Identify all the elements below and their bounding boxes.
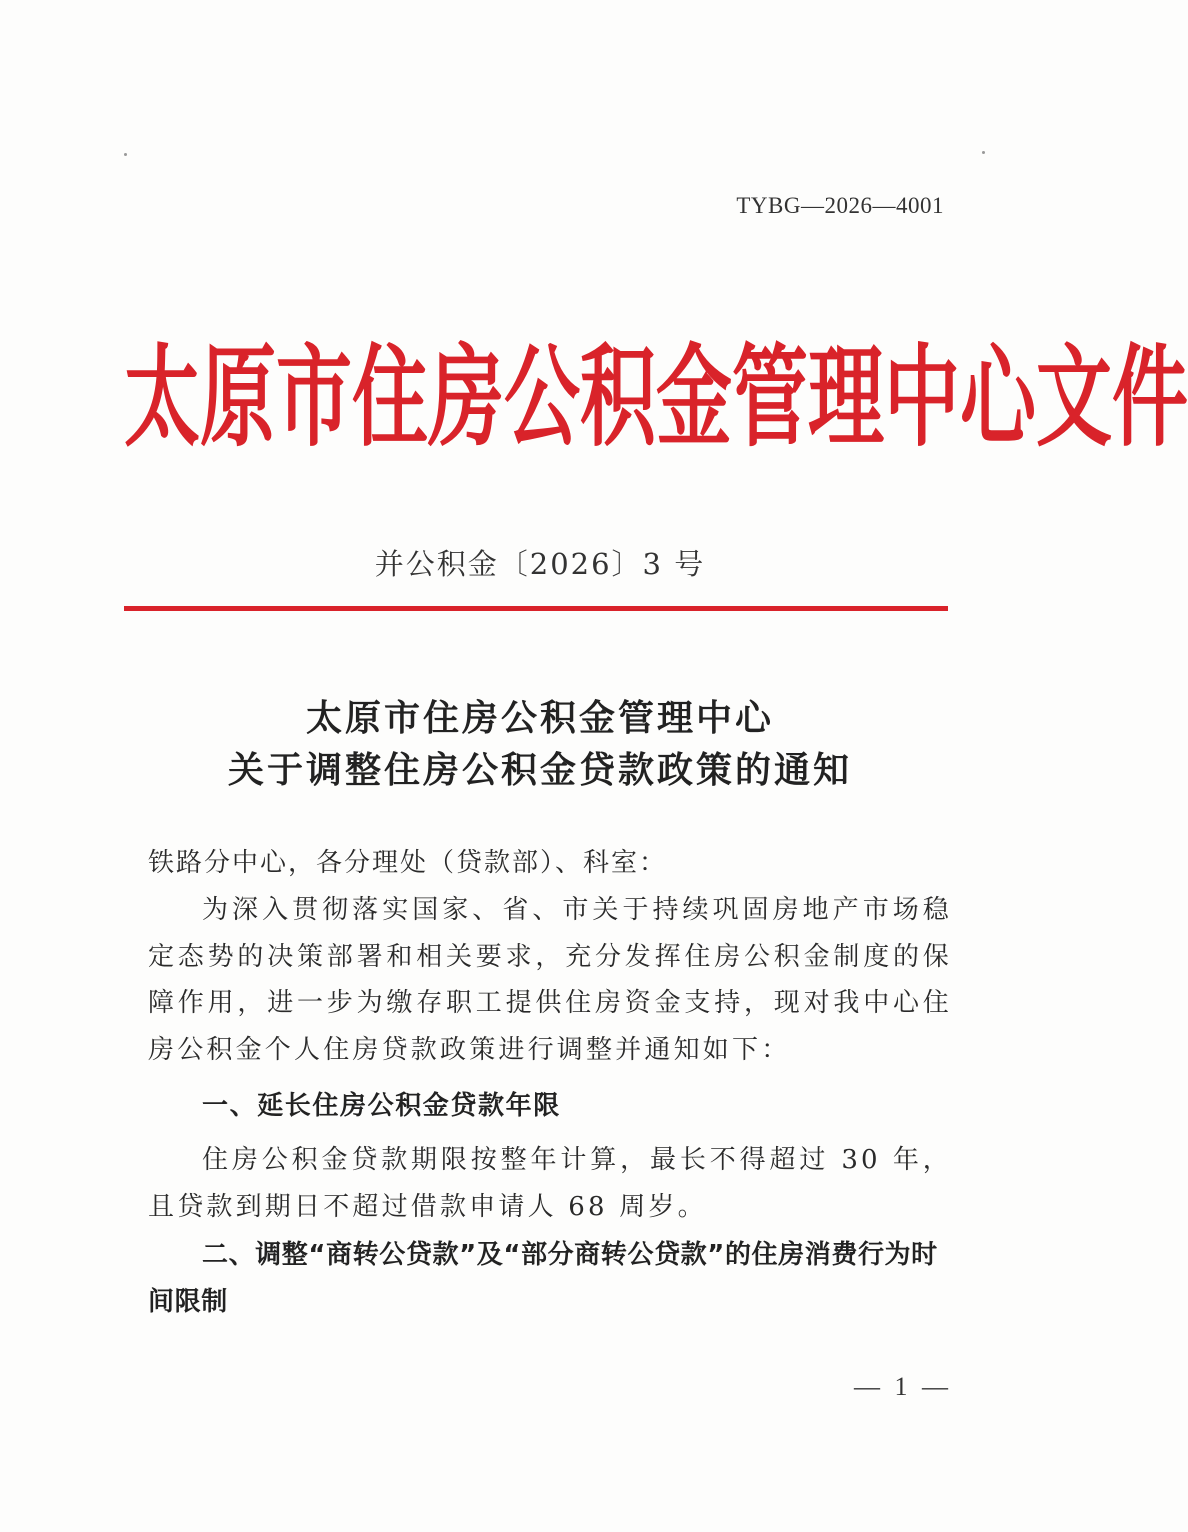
masthead-char: 件 bbox=[1112, 332, 1188, 462]
scan-speck bbox=[982, 151, 985, 154]
page-number: — 1 — bbox=[854, 1372, 952, 1401]
salutation: 铁路分中心，各分理处（贷款部）、科室： bbox=[148, 848, 668, 878]
masthead-char: 积 bbox=[580, 332, 656, 462]
scan-speck bbox=[124, 153, 127, 156]
masthead-char: 公 bbox=[504, 332, 580, 462]
paragraph-loan-term: 住房公积金贷款期限按整年计算，最长不得超过 30 年，且贷款到期日不超过借款申请人 68 周岁。 bbox=[148, 1145, 952, 1222]
notice-title-line1: 太原市住房公积金管理中心 bbox=[305, 698, 774, 739]
masthead-char: 住 bbox=[352, 332, 428, 462]
masthead-title bbox=[124, 328, 1188, 468]
masthead-char: 心 bbox=[960, 332, 1036, 462]
masthead-char: 市 bbox=[276, 332, 352, 462]
masthead-char: 管 bbox=[732, 332, 808, 462]
masthead-char: 中 bbox=[884, 332, 960, 462]
section-heading-1: 一、延长住房公积金贷款年限 bbox=[202, 1091, 561, 1121]
document-number: 并公积金〔2026〕3 号 bbox=[374, 547, 706, 581]
masthead-char: 理 bbox=[808, 332, 884, 462]
masthead-char: 文 bbox=[1036, 332, 1112, 462]
document-code: TYBG—2026—4001 bbox=[736, 193, 944, 218]
paragraph-intro: 为深入贯彻落实国家、省、市关于持续巩固房地产市场稳定态势的决策部署和相关要求，充分发挥住房公积金制度的保障作用，进一步为缴存职工提供住房资金支持，现对我中心住房公积金个人住房贷款政策进行调整并通知如下： bbox=[148, 895, 952, 1065]
masthead-char: 原 bbox=[200, 332, 276, 462]
section-heading-2: 二、调整“商转公贷款”及“部分商转公贷款”的住房消费行为时间限制 bbox=[148, 1240, 938, 1317]
red-divider-rule bbox=[124, 606, 948, 611]
masthead-char: 金 bbox=[656, 332, 732, 462]
masthead-char: 房 bbox=[428, 332, 504, 462]
masthead-char: 太 bbox=[124, 332, 200, 462]
notice-title-line2: 关于调整住房公积金贷款政策的通知 bbox=[227, 750, 852, 791]
